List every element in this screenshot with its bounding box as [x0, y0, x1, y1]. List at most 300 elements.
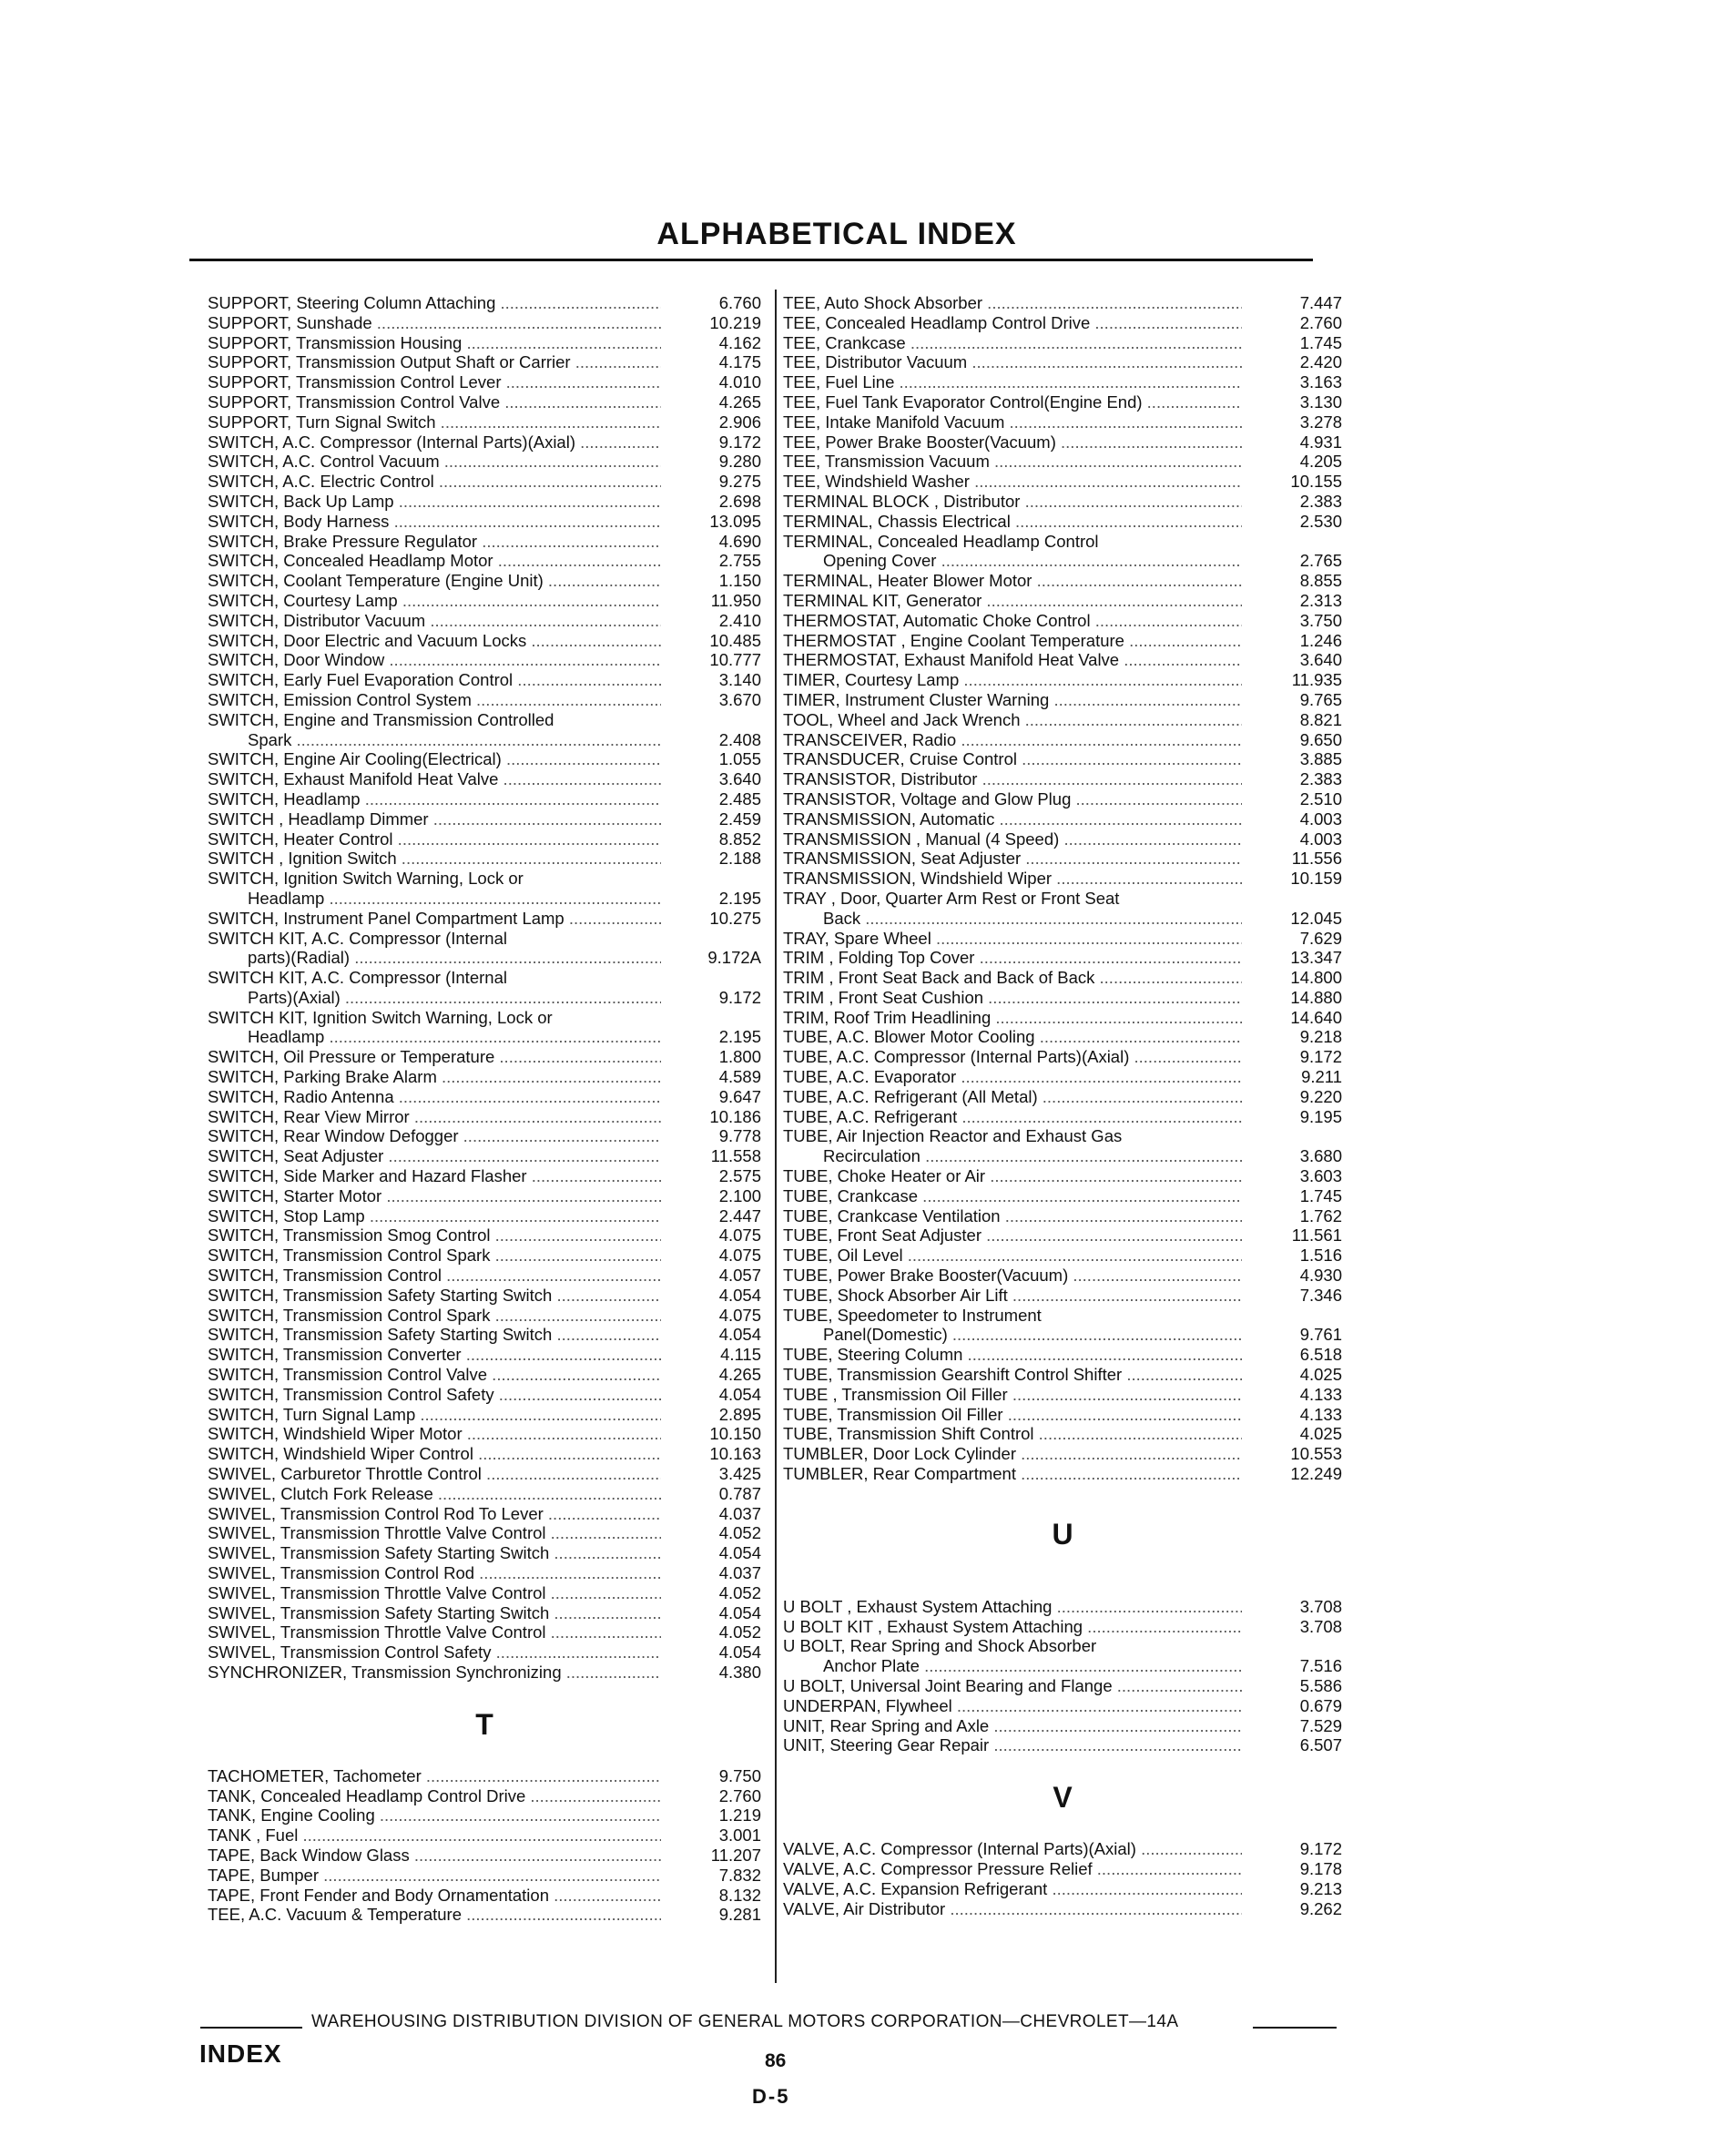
index-entry-reference: 7.346 [1299, 1285, 1342, 1305]
index-entry-reference: 3.708 [1299, 1596, 1342, 1616]
index-entry-label: SWITCH, Transmission Control ..... [208, 1266, 661, 1286]
index-label: INDEX [199, 2039, 282, 2068]
index-entry [783, 809, 1342, 829]
index-entry-label: TUBE, Air Injection Reactor and Exhaust Gas [783, 1126, 1123, 1146]
index-entry-reference: 0.679 [1299, 1695, 1342, 1715]
index-entry [783, 1306, 1342, 1326]
index-entry-label: TRANSDUCER, Cruise Control ..... [783, 749, 1242, 769]
index-entry-label: SUPPORT, Steering Column Attaching ..... [208, 293, 661, 313]
index-entry-reference: 4.265 [718, 1365, 761, 1385]
index-entry-reference: 2.698 [718, 491, 761, 511]
index-entry [783, 749, 1342, 769]
index-entry [208, 1365, 761, 1385]
index-entry-reference: 11.556 [1291, 849, 1342, 869]
index-entry-label: Back ..... [823, 909, 1242, 929]
index-entry [208, 352, 761, 372]
index-entry-reference: 8.821 [1299, 709, 1342, 729]
index-entry-reference: 8.132 [718, 1885, 761, 1905]
index-entry-label: UNIT, Steering Gear Repair ..... [783, 1735, 1242, 1755]
page-number: 86 [765, 2050, 787, 2071]
index-entry-reference: 4.054 [718, 1285, 761, 1305]
index-entry-label: UNIT, Rear Spring and Axle ..... [783, 1716, 1242, 1736]
index-entry-label: TEE, Intake Manifold Vacuum ..... [783, 412, 1242, 432]
index-entry-label: TRIM , Front Seat Cushion ..... [783, 988, 1242, 1008]
index-entry-reference: 8.855 [1299, 571, 1342, 591]
index-entry-reference: 2.760 [1299, 312, 1342, 332]
index-entry-label: Panel(Domestic) ..... [823, 1325, 1242, 1345]
index-entry-label: TEE, Windshield Washer ..... [783, 472, 1242, 492]
index-entry-reference: 7.529 [1299, 1715, 1342, 1735]
index-entry-label: TAPE, Front Fender and Body Ornamentation ..... [208, 1886, 661, 1906]
index-entry-reference: 9.218 [1299, 1027, 1342, 1047]
index-entry [208, 889, 761, 909]
index-entry-reference: 2.383 [1299, 491, 1342, 511]
index-entry [208, 869, 761, 889]
index-entry-reference: 6.760 [718, 293, 761, 312]
index-entry-label: SWITCH, Transmission Safety Starting Switch ..... [208, 1325, 661, 1345]
index-entry [783, 1047, 1342, 1067]
index-entry-reference: 2.895 [718, 1404, 761, 1424]
index-entry [783, 611, 1342, 631]
index-entry-reference: 9.172 [1299, 1839, 1342, 1859]
index-entry [783, 532, 1342, 552]
index-entry-reference: 4.930 [1299, 1266, 1342, 1286]
index-entry-reference: 13.347 [1290, 948, 1342, 968]
index-entry-reference: 3.640 [718, 769, 761, 789]
index-entry [783, 352, 1342, 372]
index-entry [783, 1067, 1342, 1087]
index-entry-reference: 2.575 [718, 1166, 761, 1186]
index-entry [208, 929, 761, 949]
index-entry [208, 1464, 761, 1484]
index-entry [208, 1345, 761, 1365]
index-entry [783, 412, 1342, 432]
index-entry [208, 1325, 761, 1345]
index-entry-label: TERMINAL, Chassis Electrical ..... [783, 512, 1242, 532]
index-entry [208, 472, 761, 492]
index-entry-label: TIMER, Courtesy Lamp ..... [783, 670, 1242, 690]
index-entry [783, 1899, 1342, 1919]
index-entry-label: TUBE, A.C. Evaporator ..... [783, 1067, 1242, 1087]
index-entry-reference: 4.075 [718, 1246, 761, 1266]
index-entry [783, 1385, 1342, 1405]
index-entry [783, 1676, 1342, 1696]
index-entry-label: TRANSMISSION, Automatic ..... [783, 809, 1242, 829]
index-entry-label: SWITCH, Instrument Panel Compartment Lamp ..... [208, 909, 661, 929]
index-entry-label: SWITCH, Early Fuel Evaporation Control ..... [208, 670, 661, 690]
index-entry [208, 1805, 761, 1825]
index-entry [783, 1225, 1342, 1246]
index-entry [208, 809, 761, 829]
index-entry [208, 968, 761, 988]
index-entry [783, 1008, 1342, 1028]
index-entry-reference: 3.640 [1299, 650, 1342, 670]
index-entry [783, 472, 1342, 492]
index-entry-label: SWITCH KIT, Ignition Switch Warning, Lock or [208, 1007, 553, 1027]
index-entry [208, 333, 761, 353]
index-entry-label: SWITCH, Door Electric and Vacuum Locks ..... [208, 631, 661, 651]
index-entry [208, 1424, 761, 1444]
index-entry-label: SWIVEL, Transmission Control Safety ..... [208, 1642, 661, 1663]
index-entry [208, 1563, 761, 1583]
index-entry [208, 1246, 761, 1266]
index-entry [208, 631, 761, 651]
index-entry [208, 909, 761, 929]
index-entry-label: VALVE, A.C. Compressor Pressure Relief ..... [783, 1859, 1242, 1879]
index-entry [208, 1385, 761, 1405]
index-entry-label: VALVE, Air Distributor ..... [783, 1899, 1242, 1919]
index-entry-label: VALVE, A.C. Compressor (Internal Parts)(Axial) ..... [783, 1839, 1242, 1859]
index-entry [208, 1067, 761, 1087]
index-entry-label: TRIM , Front Seat Back and Back of Back ..... [783, 968, 1242, 988]
index-entry-label: TRAY, Spare Wheel ..... [783, 929, 1242, 949]
index-entry-reference: 4.025 [1299, 1365, 1342, 1385]
index-entry-reference: 1.745 [1299, 332, 1342, 352]
index-entry-label: SWITCH, Transmission Control Valve ..... [208, 1365, 661, 1385]
index-entry-reference: 9.262 [1299, 1898, 1342, 1918]
index-entry-reference: 4.162 [718, 332, 761, 352]
index-entry-reference: 3.140 [718, 670, 761, 690]
index-entry-reference: 9.220 [1299, 1086, 1342, 1106]
index-entry-reference: 4.037 [718, 1563, 761, 1582]
index-entry-reference: 3.750 [1299, 610, 1342, 630]
index-entry-reference: 9.172A [707, 948, 761, 968]
index-entry-reference: 2.765 [1299, 551, 1342, 571]
index-entry [208, 492, 761, 512]
index-entry [783, 710, 1342, 730]
index-entry-reference: 1.516 [1299, 1246, 1342, 1266]
index-entry-label: TUBE, Shock Absorber Air Lift ..... [783, 1286, 1242, 1306]
index-entry-label: SWITCH, Rear View Mirror ..... [208, 1107, 661, 1127]
index-entry [208, 1306, 761, 1326]
index-entry-reference: 2.760 [718, 1785, 761, 1805]
index-entry [208, 1642, 761, 1663]
index-entry-label: TIMER, Instrument Cluster Warning ..... [783, 690, 1242, 710]
index-entry-reference: 3.885 [1299, 749, 1342, 769]
index-entry-reference: 1.219 [718, 1805, 761, 1825]
index-entry-reference: 10.219 [709, 312, 761, 332]
index-entry-label: TUBE, Front Seat Adjuster ..... [783, 1225, 1242, 1246]
index-entry-reference: 1.800 [718, 1047, 761, 1067]
index-entry [783, 690, 1342, 710]
index-entry-reference: 9.213 [1299, 1878, 1342, 1898]
section-heading-t: T [475, 1707, 493, 1741]
index-entry-label: SWITCH , Headlamp Dimmer ..... [208, 809, 661, 829]
index-entry-label: Anchor Plate ..... [823, 1656, 1242, 1676]
index-entry-reference: 9.281 [718, 1905, 761, 1925]
index-entry-reference: 1.745 [1299, 1185, 1342, 1205]
index-entry-reference: 3.130 [1299, 392, 1342, 412]
index-entry [208, 1286, 761, 1306]
index-entry-label: parts)(Radial) ..... [248, 948, 661, 968]
index-entry-label: Opening Cover ..... [823, 551, 1242, 571]
section-heading-v: V [1053, 1781, 1073, 1815]
index-entry [783, 829, 1342, 849]
index-entry-reference: 4.052 [718, 1582, 761, 1602]
index-entry-label: TRAY , Door, Quarter Arm Rest or Front Seat [783, 888, 1120, 908]
index-entry [208, 571, 761, 591]
index-entry [783, 1464, 1342, 1484]
index-entry-label: TAPE, Bumper ..... [208, 1866, 661, 1886]
index-entry [783, 1636, 1342, 1656]
index-entry-reference: 4.054 [718, 1384, 761, 1404]
index-entry-label: SWIVEL, Transmission Control Rod ..... [208, 1563, 661, 1583]
index-entry [208, 1206, 761, 1226]
index-entry-reference: 11.558 [710, 1146, 761, 1166]
index-entry [783, 1879, 1342, 1899]
index-entry [208, 1905, 761, 1925]
index-entry [783, 1345, 1342, 1365]
left-index-column [208, 293, 761, 1925]
index-entry-reference: 4.054 [718, 1602, 761, 1622]
index-entry-reference: 4.075 [718, 1305, 761, 1325]
index-entry [783, 988, 1342, 1008]
index-entry-reference: 9.765 [1299, 689, 1342, 709]
index-entry [783, 650, 1342, 670]
index-entry [783, 1859, 1342, 1879]
index-entry-label: TANK, Concealed Headlamp Control Drive ..... [208, 1786, 661, 1806]
index-entry-label: SWITCH KIT, A.C. Compressor (Internal [208, 968, 507, 988]
index-entry-label: TRANSISTOR, Voltage and Glow Plug ..... [783, 789, 1242, 809]
index-entry-reference: 7.516 [1299, 1656, 1342, 1676]
index-entry-label: SWITCH, Radio Antenna ..... [208, 1087, 661, 1107]
index-entry-label: SWITCH, A.C. Compressor (Internal Parts)(Axial) ..... [208, 432, 661, 453]
index-entry-reference: 4.003 [1299, 808, 1342, 829]
index-entry-label: SWITCH, Parking Brake Alarm ..... [208, 1067, 661, 1087]
index-entry-reference: 9.275 [718, 472, 761, 492]
index-entry [208, 1266, 761, 1286]
index-entry [208, 670, 761, 690]
index-entry-reference: 10.553 [1290, 1444, 1342, 1464]
index-entry-label: SWITCH, Distributor Vacuum ..... [208, 611, 661, 631]
index-entry [208, 1543, 761, 1563]
index-entry-label: THERMOSTAT, Exhaust Manifold Heat Valve ..... [783, 650, 1242, 670]
index-entry-label: SWITCH, Courtesy Lamp ..... [208, 591, 661, 611]
index-entry-label: SUPPORT, Transmission Housing ..... [208, 333, 661, 353]
index-entry-label: SUPPORT, Sunshade ..... [208, 313, 661, 333]
index-entry [208, 611, 761, 631]
index-entry [208, 1603, 761, 1623]
index-entry [208, 988, 761, 1008]
index-entry-label: SYNCHRONIZER, Transmission Synchronizing ..... [208, 1663, 661, 1683]
footer-text: WAREHOUSING DISTRIBUTION DIVISION OF GENERAL MOTORS CORPORATION—CHEVROLET—14A [311, 2012, 1179, 2031]
index-entry [208, 1786, 761, 1806]
index-entry [208, 591, 761, 611]
index-entry-reference: 9.650 [1299, 729, 1342, 749]
index-entry-label: SWITCH, Back Up Lamp ..... [208, 492, 661, 512]
index-entry-label: TEE, Crankcase ..... [783, 333, 1242, 353]
index-entry-label: SWITCH, Transmission Smog Control ..... [208, 1225, 661, 1246]
index-entry [783, 1286, 1342, 1306]
index-entry-reference: 1.055 [718, 749, 761, 769]
index-entry-label: SWITCH , Ignition Switch ..... [208, 849, 661, 869]
index-entry [208, 1166, 761, 1186]
index-entry [783, 293, 1342, 313]
index-entry [208, 1484, 761, 1504]
index-entry-reference: 6.518 [1299, 1345, 1342, 1365]
index-entry-label: SWIVEL, Transmission Control Rod To Lever ..... [208, 1504, 661, 1524]
index-entry-reference: 10.186 [709, 1106, 761, 1126]
index-entry-label: SWITCH, Starter Motor ..... [208, 1186, 661, 1206]
index-entry [208, 1504, 761, 1524]
index-entry-reference: 2.485 [718, 788, 761, 808]
index-entry-reference: 10.159 [1290, 869, 1342, 889]
index-entry-label: SWITCH, Turn Signal Lamp ..... [208, 1405, 661, 1425]
index-entry [783, 1735, 1342, 1755]
index-entry-label: TUBE, Transmission Shift Control ..... [783, 1424, 1242, 1444]
index-entry-reference: 7.832 [718, 1865, 761, 1885]
index-entry [208, 1126, 761, 1146]
index-entry-reference: 11.935 [1291, 670, 1342, 690]
index-entry-reference: 9.172 [718, 432, 761, 452]
index-entry [208, 829, 761, 849]
index-entry-label: THERMOSTAT, Automatic Choke Control ..... [783, 611, 1242, 631]
index-entry-reference: 4.054 [718, 1642, 761, 1663]
index-entry-label: TANK, Engine Cooling ..... [208, 1805, 661, 1825]
index-entry [208, 1405, 761, 1425]
index-entry-reference: 11.950 [710, 590, 761, 610]
index-entry-reference: 2.755 [718, 551, 761, 571]
index-entry-reference: 13.095 [709, 511, 761, 531]
index-entry-reference: 12.249 [1290, 1464, 1342, 1484]
column-divider [775, 290, 777, 1983]
index-entry [208, 690, 761, 710]
title-rule [189, 259, 1313, 261]
index-entry-label: TOOL, Wheel and Jack Wrench ..... [783, 710, 1242, 730]
index-entry-label: TRIM , Folding Top Cover ..... [783, 948, 1242, 968]
index-entry [208, 710, 761, 730]
index-entry-label: TRANSISTOR, Distributor ..... [783, 769, 1242, 789]
index-entry-label: UNDERPAN, Flywheel ..... [783, 1696, 1242, 1716]
index-entry-reference: 2.410 [718, 610, 761, 630]
index-entry-label: TUBE, A.C. Compressor (Internal Parts)(Axial) ..... [783, 1047, 1242, 1067]
footer-rule-left [200, 2027, 302, 2029]
index-entry-label: SWITCH, Side Marker and Hazard Flasher ..... [208, 1166, 661, 1186]
index-entry-label: U BOLT, Rear Spring and Shock Absorber [783, 1636, 1097, 1656]
index-entry-label: SWITCH, Transmission Safety Starting Switch ..... [208, 1286, 661, 1306]
index-entry [783, 1166, 1342, 1186]
index-entry-reference: 7.629 [1299, 928, 1342, 948]
index-entry [208, 730, 761, 750]
index-entry-label: SWITCH, Exhaust Manifold Heat Valve ..... [208, 769, 661, 789]
index-entry-label: TEE, A.C. Vacuum & Temperature ..... [208, 1905, 661, 1925]
index-entry-reference: 8.852 [718, 829, 761, 849]
index-entry-reference: 2.906 [718, 412, 761, 432]
index-entry-reference: 2.195 [718, 1027, 761, 1047]
section-heading-u: U [1052, 1517, 1073, 1551]
page-code: D-5 [752, 2085, 790, 2108]
index-entry-label: TUBE, A.C. Blower Motor Cooling ..... [783, 1027, 1242, 1047]
index-entry-label: SWIVEL, Transmission Throttle Valve Control ..... [208, 1523, 661, 1543]
index-entry [208, 1846, 761, 1866]
index-entry-label: Parts)(Axial) ..... [248, 988, 661, 1008]
index-entry-reference: 4.690 [718, 531, 761, 551]
index-entry-label: SWIVEL, Carburetor Throttle Control ..... [208, 1464, 661, 1484]
index-entry [208, 1225, 761, 1246]
index-entry-label: TERMINAL, Concealed Headlamp Control [783, 531, 1099, 551]
index-entry-label: SUPPORT, Transmission Output Shaft or Carrier ..... [208, 352, 661, 372]
index-entry-label: TRIM, Roof Trim Headlining ..... [783, 1008, 1242, 1028]
index-entry-reference: 2.195 [718, 888, 761, 908]
index-entry [783, 591, 1342, 611]
index-entry [208, 1663, 761, 1683]
index-entry-label: SWIVEL, Transmission Safety Starting Switch ..... [208, 1603, 661, 1623]
index-entry-reference: 4.133 [1299, 1384, 1342, 1404]
index-entry [783, 1444, 1342, 1464]
index-entry-reference: 9.172 [718, 987, 761, 1007]
index-entry [208, 313, 761, 333]
index-entry-reference: 9.647 [718, 1086, 761, 1106]
index-entry-reference: 4.931 [1299, 432, 1342, 452]
index-entry-label: SWIVEL, Clutch Fork Release ..... [208, 1484, 661, 1504]
index-entry-reference: 6.507 [1299, 1735, 1342, 1755]
index-entry [783, 1656, 1342, 1676]
index-entry-reference: 3.278 [1299, 412, 1342, 432]
index-entry [783, 1597, 1342, 1617]
index-entry-reference: 1.150 [718, 571, 761, 591]
index-entry [783, 313, 1342, 333]
index-entry [208, 1825, 761, 1846]
index-entry-label: TERMINAL BLOCK , Distributor ..... [783, 492, 1242, 512]
index-entry [783, 1405, 1342, 1425]
index-entry-reference: 2.383 [1299, 769, 1342, 789]
index-entry-reference: 3.425 [718, 1464, 761, 1484]
index-entry-label: SWITCH, Coolant Temperature (Engine Unit) ..... [208, 571, 661, 591]
index-entry-label: SWIVEL, Transmission Safety Starting Switch ..... [208, 1543, 661, 1563]
index-entry [783, 492, 1342, 512]
index-entry-label: TUMBLER, Door Lock Cylinder ..... [783, 1444, 1242, 1464]
index-entry-label: SWITCH, A.C. Control Vacuum ..... [208, 452, 661, 472]
index-entry-reference: 4.037 [718, 1503, 761, 1523]
index-entry [208, 948, 761, 968]
index-entry-reference: 9.280 [718, 452, 761, 472]
index-entry-label: SWITCH, Transmission Control Spark ..... [208, 1246, 661, 1266]
index-entry [783, 1107, 1342, 1127]
index-entry-label: TERMINAL KIT, Generator ..... [783, 591, 1242, 611]
index-entry-label: TRANSCEIVER, Radio ..... [783, 730, 1242, 750]
index-entry [783, 432, 1342, 453]
index-entry-label: SWIVEL, Transmission Throttle Valve Control ..... [208, 1622, 661, 1642]
index-entry-reference: 11.561 [1291, 1225, 1342, 1246]
index-entry [783, 372, 1342, 392]
index-entry [208, 1107, 761, 1127]
index-entry-label: SWITCH, Oil Pressure or Temperature ..... [208, 1047, 661, 1067]
index-entry [783, 452, 1342, 472]
index-entry-label: U BOLT , Exhaust System Attaching ..... [783, 1597, 1242, 1617]
index-entry [208, 293, 761, 313]
index-entry [783, 631, 1342, 651]
index-entry [783, 730, 1342, 750]
index-entry-label: TEE, Fuel Tank Evaporator Control(Engine End) ..... [783, 392, 1242, 412]
index-entry-label: TRANSMISSION , Manual (4 Speed) ..... [783, 829, 1242, 849]
index-entry-label: TUBE, Oil Level ..... [783, 1246, 1242, 1266]
index-entry-label: Spark ..... [248, 730, 661, 750]
index-entry [783, 571, 1342, 591]
index-entry-label: TEE, Power Brake Booster(Vacuum) ..... [783, 432, 1242, 453]
index-entry-reference: 9.211 [1301, 1067, 1342, 1087]
index-entry-label: Headlamp ..... [248, 1027, 661, 1047]
index-entry-reference: 2.447 [718, 1205, 761, 1225]
index-entry-label: TAPE, Back Window Glass ..... [208, 1846, 661, 1866]
index-entry-label: SWITCH, Ignition Switch Warning, Lock or [208, 869, 524, 889]
index-entry [783, 1424, 1342, 1444]
index-entry [208, 452, 761, 472]
index-entry-reference: 10.485 [709, 630, 761, 650]
index-entry-label: TANK , Fuel ..... [208, 1825, 661, 1846]
index-entry [208, 1087, 761, 1107]
index-entry [783, 551, 1342, 571]
index-entry-reference: 12.045 [1290, 908, 1342, 928]
